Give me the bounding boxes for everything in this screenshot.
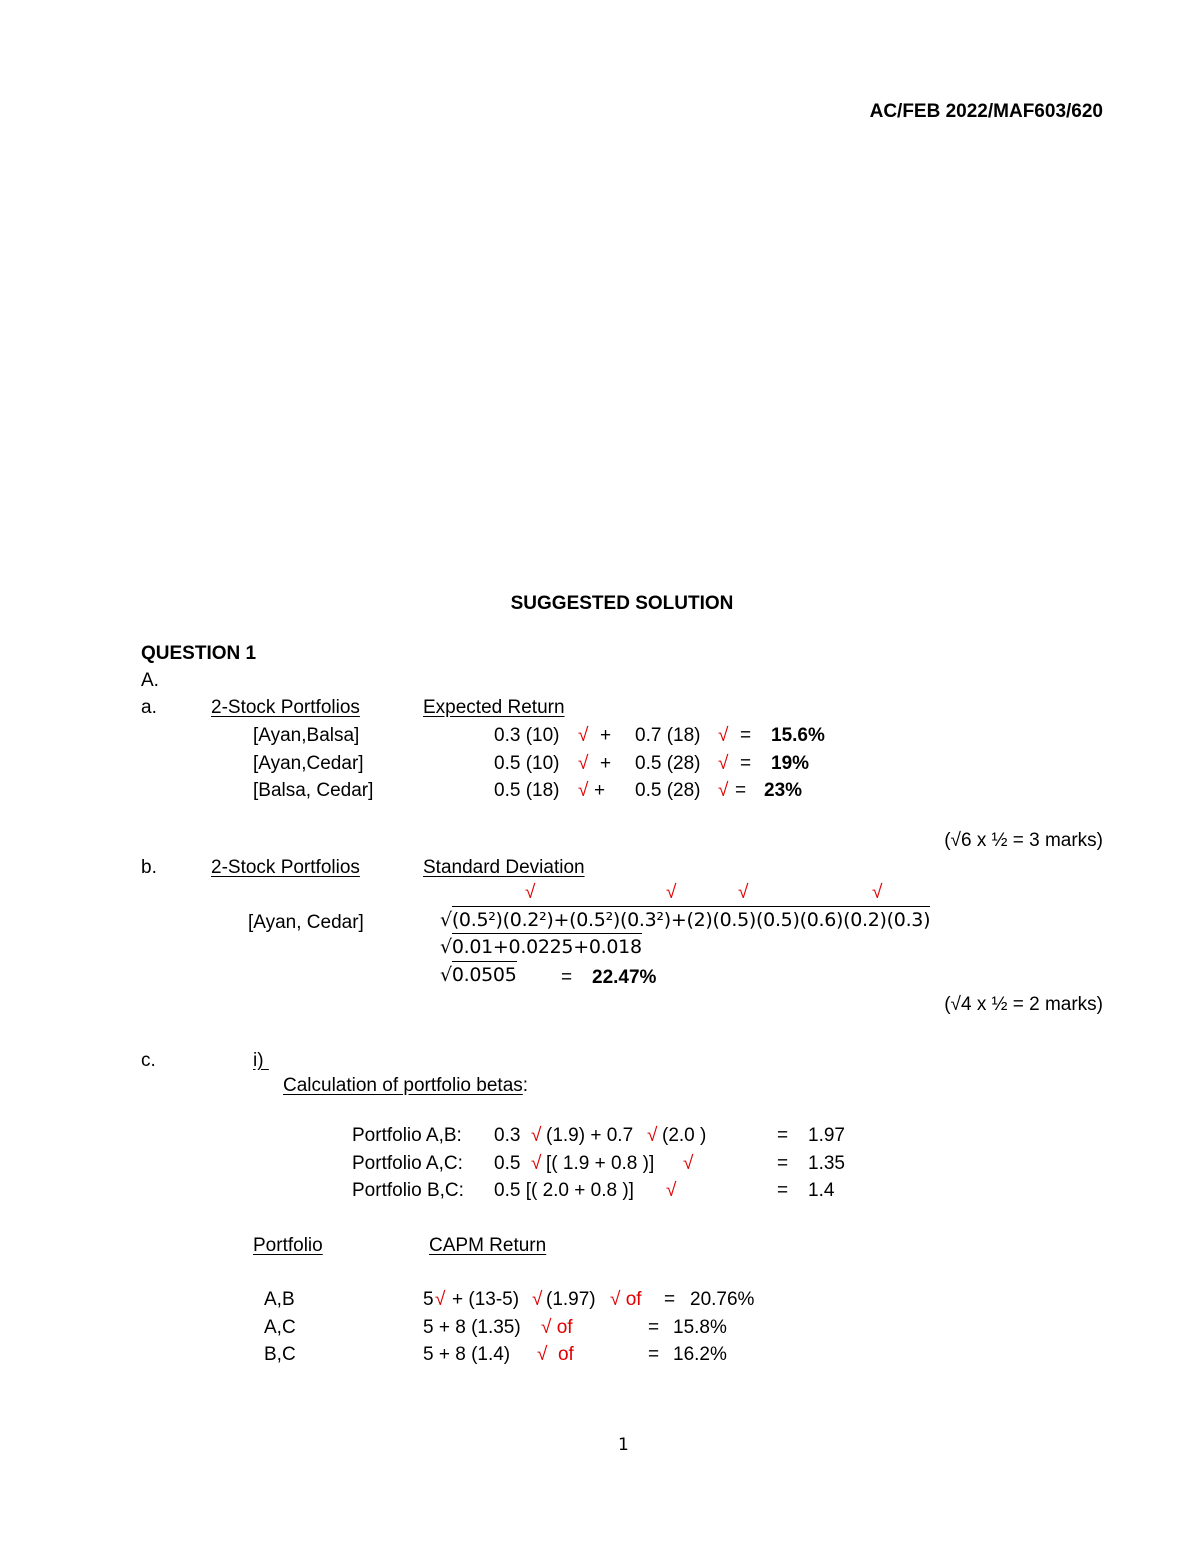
part-a-row-term2: 0.7 (18): [635, 725, 701, 746]
beta-row-part1: 0.5 [( 2.0 + 0.8 )]: [494, 1180, 634, 1201]
sqrt-radicand-1: (0.5²)(0.2²)+(0.5²)(0.3²)+(2)(0.5)(0.5)(0.6)(0.2)(0.3): [452, 906, 930, 931]
sqrt-expression-2: [440, 938, 642, 957]
capm-col-portfolio: Portfolio: [253, 1235, 323, 1256]
beta-heading: [283, 1076, 528, 1095]
part-a-row-result: 23%: [764, 780, 803, 801]
part-a-row-eq: =: [740, 725, 752, 746]
part-b-eq: =: [561, 967, 573, 988]
part-a-row-result: 15.6%: [771, 725, 825, 746]
tick-mark: √: [578, 780, 589, 801]
capm-row-of: √ of: [610, 1289, 642, 1310]
part-b-marks: (√4 x ½ = 2 marks): [944, 994, 1103, 1015]
sqrt-radicand-3: 0.0505: [452, 961, 517, 986]
part-a-label: a.: [141, 697, 157, 718]
capm-row-name: A,B: [264, 1289, 295, 1310]
sqrt-icon: √: [440, 909, 452, 931]
sqrt-radicand-2: 0.01+0.0225+0.018: [452, 933, 642, 958]
page-title: SUGGESTED SOLUTION: [510, 593, 734, 614]
sqrt-icon: √: [440, 936, 452, 958]
tick-mark: √: [872, 882, 883, 903]
capm-row-name: B,C: [264, 1344, 296, 1365]
part-c-sub-label: i): [253, 1050, 264, 1071]
part-a-row-name: [Ayan,Balsa]: [253, 725, 360, 746]
beta-row-part1: 0.5: [494, 1153, 521, 1174]
question-heading: QUESTION 1: [141, 643, 257, 664]
document-code: AC/FEB 2022/MAF603/620: [869, 101, 1103, 122]
tick-mark: √: [578, 725, 589, 746]
part-a-marks: (√6 x ½ = 3 marks): [944, 830, 1103, 851]
tick-mark: √: [525, 882, 536, 903]
capm-row-expr: 5 + 8 (1.35): [423, 1317, 521, 1338]
capm-row-value: 20.76%: [690, 1289, 755, 1310]
part-a-row-term1: 0.5 (10): [494, 753, 560, 774]
capm-row-of: √ of: [537, 1344, 574, 1365]
part-a-row-name: [Ayan,Cedar]: [253, 753, 364, 774]
capm-row-part1: 5: [423, 1289, 434, 1310]
capm-row-value: 15.8%: [673, 1317, 727, 1338]
tick-mark: √: [647, 1125, 658, 1146]
tick-mark: √: [532, 1289, 543, 1310]
part-a-row-term1: 0.3 (10): [494, 725, 560, 746]
tick-mark: √: [718, 725, 729, 746]
part-a-row-term2: 0.5 (28): [635, 780, 701, 801]
beta-row-eq: =: [777, 1180, 789, 1201]
part-a-row-op: +: [600, 725, 612, 746]
beta-row-eq: =: [777, 1153, 789, 1174]
sqrt-expression-1: [440, 911, 930, 930]
part-b-portfolio: [Ayan, Cedar]: [248, 912, 364, 933]
capm-row-expr: 5 + 8 (1.4): [423, 1344, 511, 1365]
beta-row-part1: 0.3: [494, 1125, 521, 1146]
beta-row-value: 1.4: [808, 1180, 835, 1201]
beta-row-value: 1.35: [808, 1153, 845, 1174]
capm-row-eq: =: [648, 1344, 660, 1365]
tick-mark: √: [718, 753, 729, 774]
part-a-row-name: [Balsa, Cedar]: [253, 780, 374, 801]
part-a-row-result: 19%: [771, 753, 810, 774]
capm-row-name: A,C: [264, 1317, 296, 1338]
beta-row-name: Portfolio A,C:: [352, 1153, 463, 1174]
tick-mark: √: [666, 882, 677, 903]
tick-mark: √: [666, 1180, 677, 1201]
part-b-label: b.: [141, 857, 157, 878]
section-a-label: A.: [141, 670, 159, 691]
tick-mark: √: [738, 882, 749, 903]
part-b-col-portfolios: 2-Stock Portfolios: [211, 857, 360, 878]
beta-heading-text: Calculation of portfolio betas: [283, 1075, 523, 1096]
beta-row-part3: (2.0 ): [662, 1125, 707, 1146]
part-a-row-op: +: [594, 780, 606, 801]
capm-row-of: √ of: [541, 1317, 573, 1338]
page-number: 1: [618, 1435, 629, 1455]
capm-row-eq: =: [664, 1289, 676, 1310]
part-b-col-std-dev: Standard Deviation: [423, 857, 585, 878]
tick-mark: √: [718, 780, 729, 801]
tick-mark: √: [435, 1289, 446, 1310]
beta-row-part2: [( 1.9 + 0.8 )]: [546, 1153, 655, 1174]
part-a-row-eq: =: [740, 753, 752, 774]
part-a-row-eq: =: [735, 780, 747, 801]
sqrt-expression-3: [440, 966, 517, 985]
beta-row-value: 1.97: [808, 1125, 845, 1146]
beta-row-part2: (1.9) + 0.7: [546, 1125, 634, 1146]
capm-row-value: 16.2%: [673, 1344, 727, 1365]
part-c-label: c.: [141, 1050, 156, 1071]
tick-mark: √: [531, 1125, 542, 1146]
capm-row-part3: (1.97): [546, 1289, 596, 1310]
beta-row-eq: =: [777, 1125, 789, 1146]
beta-heading-colon: :: [522, 1075, 529, 1096]
tick-mark: √: [531, 1153, 542, 1174]
capm-col-return: CAPM Return: [429, 1235, 547, 1256]
tick-mark: √: [578, 753, 589, 774]
beta-row-name: Portfolio B,C:: [352, 1180, 464, 1201]
part-a-row-op: +: [600, 753, 612, 774]
part-a-row-term2: 0.5 (28): [635, 753, 701, 774]
tick-mark: √: [683, 1153, 694, 1174]
part-b-result: 22.47%: [592, 967, 657, 988]
capm-row-eq: =: [648, 1317, 660, 1338]
capm-row-part2: + (13-5): [452, 1289, 520, 1310]
part-a-col-portfolios: 2-Stock Portfolios: [211, 697, 360, 718]
beta-row-name: Portfolio A,B:: [352, 1125, 462, 1146]
sqrt-icon: √: [440, 964, 452, 986]
part-a-col-expected-return: Expected Return: [423, 697, 565, 718]
part-a-row-term1: 0.5 (18): [494, 780, 560, 801]
